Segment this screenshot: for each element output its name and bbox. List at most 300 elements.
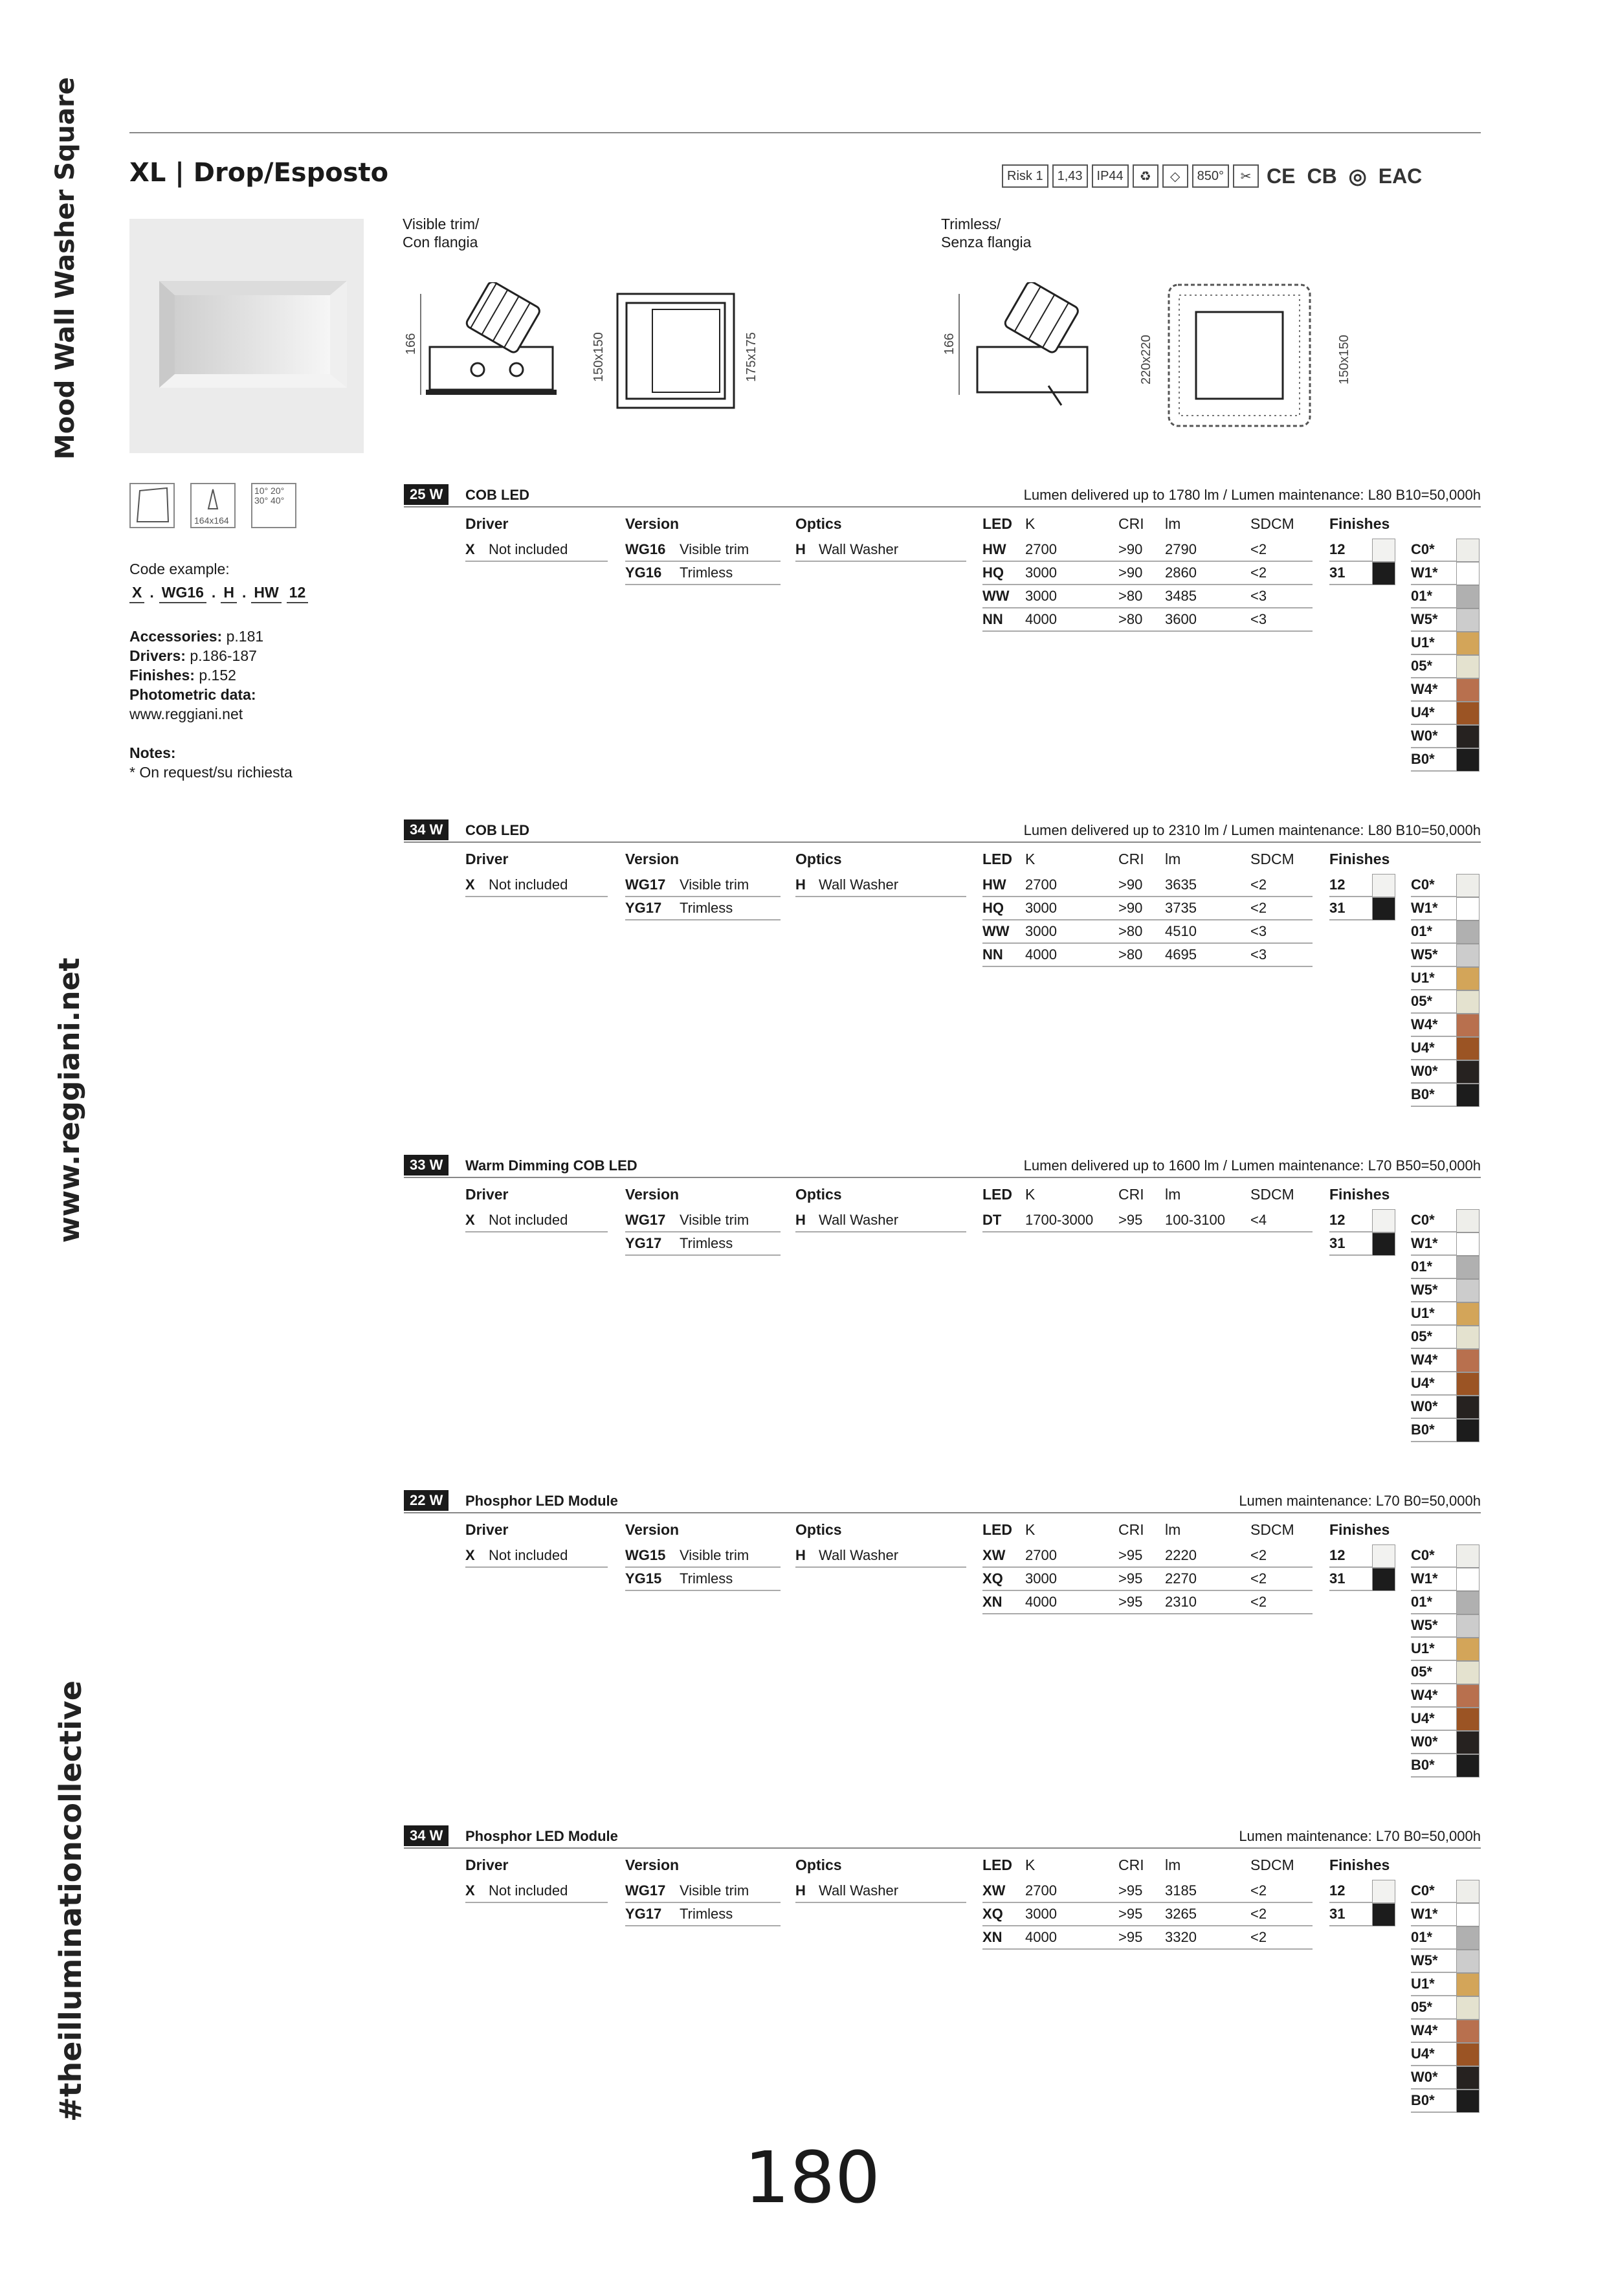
led-header-led: LED — [982, 515, 1012, 532]
finish-color-row — [1411, 585, 1479, 608]
led-header-row — [982, 1186, 1313, 1209]
finish-color-code: 01* — [1411, 1258, 1433, 1275]
finish-color-row — [1411, 1349, 1479, 1372]
led-code: NN — [982, 611, 1003, 627]
led-cri: >80 — [1118, 946, 1143, 963]
finish-color-code: B0* — [1411, 1757, 1435, 1773]
notes-label: Notes: — [129, 744, 176, 761]
product-family-label: Mood Wall Washer Square — [50, 77, 80, 460]
led-lm: 2270 — [1165, 1570, 1197, 1587]
driver-code: X — [465, 1882, 475, 1899]
finish-color-swatch — [1456, 1279, 1479, 1302]
finish-color-code: W5* — [1411, 946, 1438, 963]
led-header-k: K — [1025, 1186, 1036, 1203]
finish-color-swatch — [1456, 1614, 1479, 1638]
finish-color-row — [1411, 1684, 1479, 1708]
led-sdcm: <2 — [1250, 1594, 1267, 1610]
finish-color-code: B0* — [1411, 1086, 1435, 1102]
finish-color-row — [1411, 632, 1479, 655]
optics-column — [795, 851, 966, 897]
finish-codes-column — [1329, 1209, 1395, 1256]
led-row — [982, 944, 1313, 967]
dim-height-visible: 166 — [404, 333, 418, 355]
notes-text: * On request/su richiesta — [129, 764, 293, 781]
wall-washer-icon — [129, 483, 175, 528]
cert-badge: ◇ — [1162, 164, 1188, 188]
code-example — [129, 583, 308, 603]
wattage-badge: 34 W — [404, 819, 449, 840]
cutout-size-icon: 164x164 — [190, 483, 236, 528]
led-header-led: LED — [982, 1186, 1012, 1203]
finish-code: 12 — [1329, 876, 1346, 893]
finish-code-row — [1329, 897, 1395, 920]
version-header: Version — [625, 1521, 680, 1538]
finish-color-swatch — [1456, 702, 1479, 725]
driver-code: X — [465, 541, 475, 557]
side-view-trimless — [958, 282, 1100, 412]
front-view-trimless — [1165, 281, 1314, 430]
finish-color-swatch — [1456, 944, 1479, 967]
finish-code-row — [1329, 1209, 1395, 1232]
version-code: WG15 — [625, 1547, 666, 1563]
finish-color-code: 05* — [1411, 993, 1433, 1009]
led-header-k: K — [1025, 515, 1036, 532]
version-code: YG15 — [625, 1570, 662, 1587]
finish-swatch — [1372, 897, 1395, 920]
led-sdcm: <2 — [1250, 1570, 1267, 1587]
version-row — [625, 1544, 781, 1568]
finish-color-swatch — [1456, 1326, 1479, 1349]
cert-badge: ◎ — [1348, 164, 1367, 188]
finish-color-swatch — [1456, 920, 1479, 944]
finish-color-code: 01* — [1411, 923, 1433, 939]
led-k: 3000 — [1025, 588, 1057, 604]
led-header-lm: lm — [1165, 1521, 1181, 1538]
led-cri: >95 — [1118, 1212, 1143, 1228]
finish-color-code: W5* — [1411, 1282, 1438, 1298]
optics-header: Optics — [795, 515, 842, 532]
led-header-led: LED — [982, 1856, 1012, 1873]
led-row — [982, 874, 1313, 897]
driver-column — [465, 515, 608, 562]
finish-color-row — [1411, 1544, 1479, 1568]
finishes-header: Finishes — [1329, 1856, 1390, 1873]
finish-color-code: 05* — [1411, 658, 1433, 674]
finish-color-row — [1411, 1754, 1479, 1778]
finish-color-row — [1411, 1996, 1479, 2020]
finish-color-swatch — [1456, 1903, 1479, 1926]
driver-column — [465, 851, 608, 897]
led-header-k: K — [1025, 851, 1036, 867]
source-type: Phosphor LED Module — [465, 1828, 618, 1844]
led-header-row — [982, 851, 1313, 874]
finish-swatch — [1372, 1903, 1395, 1926]
spec-icons — [129, 483, 296, 528]
front-view-visible-trim — [615, 291, 738, 412]
driver-column — [465, 1521, 608, 1568]
finish-color-row — [1411, 1731, 1479, 1754]
led-header-k: K — [1025, 1856, 1036, 1873]
section-header — [404, 484, 1481, 507]
led-header-sdcm: SDCM — [1250, 851, 1294, 867]
finish-color-row — [1411, 1084, 1479, 1107]
finish-color-swatch — [1456, 1302, 1479, 1326]
finish-code: 31 — [1329, 564, 1346, 581]
version-column — [625, 1856, 781, 1926]
version-label: Trimless — [680, 900, 733, 916]
optics-label: Wall Washer — [819, 876, 899, 893]
version-row — [625, 539, 781, 562]
driver-label: Not included — [489, 541, 568, 557]
finish-swatch — [1372, 1232, 1395, 1256]
finish-swatch — [1372, 1209, 1395, 1232]
finish-color-row — [1411, 1209, 1479, 1232]
code-part: X — [129, 583, 144, 603]
led-k: 3000 — [1025, 564, 1057, 581]
led-header-lm: lm — [1165, 1856, 1181, 1873]
version-row — [625, 1568, 781, 1591]
left-info-panel — [129, 559, 308, 782]
version-code: YG17 — [625, 1906, 662, 1922]
finish-color-swatch — [1456, 1684, 1479, 1708]
finish-color-swatch — [1456, 1996, 1479, 2020]
finish-color-row — [1411, 2043, 1479, 2066]
finish-color-code: U4* — [1411, 704, 1435, 720]
finish-color-swatch — [1456, 1014, 1479, 1037]
finish-color-row — [1411, 920, 1479, 944]
finish-color-swatch — [1456, 1880, 1479, 1903]
finish-color-row — [1411, 1638, 1479, 1661]
led-k: 4000 — [1025, 611, 1057, 627]
lumen-info: Lumen maintenance: L70 B0=50,000h — [1239, 1828, 1481, 1844]
top-divider — [129, 132, 1481, 133]
finish-color-row — [1411, 944, 1479, 967]
led-row — [982, 608, 1313, 632]
finish-color-swatch — [1456, 748, 1479, 772]
finish-color-row — [1411, 1372, 1479, 1396]
led-lm: 3635 — [1165, 876, 1197, 893]
finish-color-code: W0* — [1411, 1733, 1438, 1750]
version-row — [625, 1880, 781, 1903]
finish-color-code: W4* — [1411, 681, 1438, 697]
led-code: XQ — [982, 1906, 1003, 1922]
finish-color-row — [1411, 1568, 1479, 1591]
finish-colors-column — [1411, 1544, 1479, 1778]
finish-color-code: W4* — [1411, 1687, 1438, 1703]
dim-trimless-outer: 220x220 — [1139, 335, 1153, 385]
finish-color-swatch — [1456, 990, 1479, 1014]
led-cri: >90 — [1118, 876, 1143, 893]
led-cri: >95 — [1118, 1906, 1143, 1922]
optics-code: H — [795, 876, 806, 893]
led-k: 3000 — [1025, 1906, 1057, 1922]
led-lm: 2310 — [1165, 1594, 1197, 1610]
led-sdcm: <2 — [1250, 1882, 1267, 1899]
version-label: Trimless — [680, 564, 733, 581]
led-table — [982, 1521, 1313, 1614]
led-k: 3000 — [1025, 900, 1057, 916]
finish-colors-column — [1411, 874, 1479, 1107]
driver-column — [465, 1856, 608, 1903]
led-sdcm: <3 — [1250, 923, 1267, 939]
led-sdcm: <4 — [1250, 1212, 1267, 1228]
version-row — [625, 897, 781, 920]
version-row — [625, 562, 781, 585]
led-code: HW — [982, 541, 1006, 557]
dim-visible-outer: 175x175 — [744, 332, 759, 382]
finish-color-row — [1411, 1396, 1479, 1419]
finish-color-code: U1* — [1411, 1976, 1435, 1992]
version-code: WG17 — [625, 876, 666, 893]
finish-color-swatch — [1456, 1661, 1479, 1684]
finish-color-row — [1411, 967, 1479, 990]
version-column — [625, 515, 781, 585]
finish-color-code: 01* — [1411, 1929, 1433, 1945]
code-separator: . — [241, 584, 247, 601]
finishes-line: Finishes: p.152 — [129, 667, 236, 684]
finish-color-swatch — [1456, 1973, 1479, 1996]
finish-code-row — [1329, 1544, 1395, 1568]
led-cri: >90 — [1118, 900, 1143, 916]
wattage-badge: 34 W — [404, 1825, 449, 1846]
driver-label: Not included — [489, 1212, 568, 1228]
code-part: WG16 — [159, 583, 206, 603]
led-lm: 2220 — [1165, 1547, 1197, 1563]
optics-code: H — [795, 1212, 806, 1228]
finish-code: 31 — [1329, 1235, 1346, 1251]
finish-color-row — [1411, 2066, 1479, 2090]
cert-badge: CB — [1307, 164, 1337, 188]
led-cri: >95 — [1118, 1929, 1143, 1945]
finish-color-code: W4* — [1411, 1352, 1438, 1368]
finish-color-swatch — [1456, 1256, 1479, 1279]
finish-code: 31 — [1329, 1570, 1346, 1587]
led-cri: >90 — [1118, 541, 1143, 557]
wattage-badge: 33 W — [404, 1155, 449, 1176]
optics-row — [795, 1880, 966, 1903]
finish-swatch — [1372, 539, 1395, 562]
photometric-link[interactable]: www.reggiani.net — [129, 706, 243, 722]
product-section — [404, 1155, 1481, 1438]
finish-color-row — [1411, 562, 1479, 585]
finish-color-swatch — [1456, 1591, 1479, 1614]
led-table — [982, 1856, 1313, 1950]
finish-color-swatch — [1456, 1926, 1479, 1950]
code-separator: . — [211, 584, 216, 601]
optics-row — [795, 539, 966, 562]
finish-color-row — [1411, 897, 1479, 920]
finish-color-code: W0* — [1411, 728, 1438, 744]
finish-color-row — [1411, 1232, 1479, 1256]
finish-color-code: 01* — [1411, 588, 1433, 604]
code-part: H — [221, 583, 237, 603]
finish-swatch — [1372, 1568, 1395, 1591]
driver-header: Driver — [465, 1856, 509, 1873]
finish-color-swatch — [1456, 632, 1479, 655]
finish-color-swatch — [1456, 655, 1479, 678]
finish-color-swatch — [1456, 1037, 1479, 1060]
photometric-line: Photometric data: — [129, 686, 256, 703]
finish-color-swatch — [1456, 1372, 1479, 1396]
finish-color-row — [1411, 1014, 1479, 1037]
finish-code: 12 — [1329, 1547, 1346, 1563]
finish-color-code: W1* — [1411, 1570, 1438, 1587]
finish-color-swatch — [1456, 2090, 1479, 2113]
finish-codes-column — [1329, 539, 1395, 585]
finish-color-row — [1411, 1880, 1479, 1903]
finish-color-swatch — [1456, 1349, 1479, 1372]
product-section — [404, 819, 1481, 1102]
optics-label: Wall Washer — [819, 541, 899, 557]
finish-color-code: B0* — [1411, 1421, 1435, 1438]
led-row — [982, 1209, 1313, 1232]
version-label: Visible trim — [680, 541, 749, 557]
driver-code: X — [465, 1212, 475, 1228]
finish-color-row — [1411, 702, 1479, 725]
version-code: WG17 — [625, 1882, 666, 1899]
finish-swatch — [1372, 562, 1395, 585]
trimless-caption: Trimless/ Senza flangia — [941, 216, 1032, 251]
driver-header: Driver — [465, 1186, 509, 1203]
finish-color-row — [1411, 1060, 1479, 1084]
finish-color-code: C0* — [1411, 1212, 1435, 1228]
finish-color-row — [1411, 1326, 1479, 1349]
led-k: 2700 — [1025, 1882, 1057, 1899]
cert-badge: CE — [1267, 164, 1296, 188]
finish-color-swatch — [1456, 2043, 1479, 2066]
section-header — [404, 1155, 1481, 1178]
finish-color-row — [1411, 608, 1479, 632]
led-sdcm: <2 — [1250, 876, 1267, 893]
finish-color-code: W0* — [1411, 1398, 1438, 1414]
cert-badge: ✂ — [1233, 164, 1259, 188]
optics-column — [795, 515, 966, 562]
finish-swatch — [1372, 1880, 1395, 1903]
optics-label: Wall Washer — [819, 1547, 899, 1563]
version-label: Trimless — [680, 1906, 733, 1922]
led-k: 2700 — [1025, 541, 1057, 557]
led-row — [982, 1903, 1313, 1926]
led-header-cri: CRI — [1118, 515, 1144, 532]
dim-visible-cutout: 150x150 — [592, 332, 606, 382]
finishes-block — [1329, 1856, 1481, 2108]
finish-color-row — [1411, 1302, 1479, 1326]
led-lm: 3485 — [1165, 588, 1197, 604]
finish-color-row — [1411, 1950, 1479, 1973]
finish-color-code: W1* — [1411, 1235, 1438, 1251]
optics-header: Optics — [795, 851, 842, 867]
product-section — [404, 1490, 1481, 1773]
led-k: 4000 — [1025, 946, 1057, 963]
led-k: 4000 — [1025, 1594, 1057, 1610]
source-type: COB LED — [465, 822, 529, 838]
cert-badge: EAC — [1378, 164, 1423, 188]
code-part: 12 — [287, 583, 309, 603]
optics-code: H — [795, 541, 806, 557]
led-row — [982, 1591, 1313, 1614]
led-code: WW — [982, 588, 1010, 604]
source-type: COB LED — [465, 487, 529, 503]
optics-code: H — [795, 1882, 806, 1899]
finish-code: 31 — [1329, 1906, 1346, 1922]
optics-code: H — [795, 1547, 806, 1563]
led-header-row — [982, 515, 1313, 539]
led-header-sdcm: SDCM — [1250, 1521, 1294, 1538]
optics-header: Optics — [795, 1186, 842, 1203]
finish-code: 12 — [1329, 1212, 1346, 1228]
dim-height-trimless: 166 — [942, 333, 957, 355]
version-label: Visible trim — [680, 1547, 749, 1563]
optics-row — [795, 874, 966, 897]
led-sdcm: <2 — [1250, 900, 1267, 916]
lumen-info: Lumen delivered up to 2310 lm / Lumen maintenance: L80 B10=50,000h — [1023, 822, 1481, 838]
finish-color-code: W5* — [1411, 1952, 1438, 1968]
finish-color-code: U1* — [1411, 1305, 1435, 1321]
finish-color-swatch — [1456, 2020, 1479, 2043]
driver-label: Not included — [489, 1882, 568, 1899]
finish-color-code: U4* — [1411, 1710, 1435, 1726]
finish-color-code: W0* — [1411, 2069, 1438, 2085]
version-row — [625, 874, 781, 897]
section-header — [404, 1490, 1481, 1513]
finishes-block — [1329, 851, 1481, 1102]
accessories-line: Accessories: p.181 — [129, 628, 264, 645]
tilt-angle-icon: 10° 20° 30° 40° — [251, 483, 296, 528]
lumen-info: Lumen delivered up to 1780 lm / Lumen maintenance: L80 B10=50,000h — [1023, 487, 1481, 503]
driver-row — [465, 874, 608, 897]
finish-colors-column — [1411, 539, 1479, 772]
optics-label: Wall Washer — [819, 1212, 899, 1228]
driver-header: Driver — [465, 515, 509, 532]
finish-color-row — [1411, 1973, 1479, 1996]
version-code: YG17 — [625, 900, 662, 916]
led-table — [982, 1186, 1313, 1232]
led-header-cri: CRI — [1118, 1521, 1144, 1538]
cert-badge: 1,43 — [1052, 164, 1088, 188]
finish-color-row — [1411, 1037, 1479, 1060]
version-code: YG16 — [625, 564, 662, 581]
version-label: Visible trim — [680, 876, 749, 893]
finish-codes-column — [1329, 1880, 1395, 1926]
finishes-header: Finishes — [1329, 851, 1390, 867]
version-code: WG17 — [625, 1212, 666, 1228]
driver-row — [465, 539, 608, 562]
led-code: WW — [982, 923, 1010, 939]
finish-color-code: C0* — [1411, 1882, 1435, 1899]
finishes-block — [1329, 515, 1481, 767]
led-cri: >95 — [1118, 1594, 1143, 1610]
driver-row — [465, 1544, 608, 1568]
cert-badge: IP44 — [1092, 164, 1129, 188]
led-code: HW — [982, 876, 1006, 893]
finish-color-code: C0* — [1411, 876, 1435, 893]
version-row — [625, 1903, 781, 1926]
finish-color-code: W5* — [1411, 611, 1438, 627]
led-row — [982, 897, 1313, 920]
code-example-label: Code example: — [129, 561, 230, 577]
finish-color-code: W4* — [1411, 2022, 1438, 2038]
led-code: HQ — [982, 900, 1004, 916]
finish-color-swatch — [1456, 967, 1479, 990]
led-k: 3000 — [1025, 923, 1057, 939]
wattage-badge: 22 W — [404, 1490, 449, 1511]
code-part: HW — [251, 583, 281, 603]
finish-color-row — [1411, 1614, 1479, 1638]
led-sdcm: <2 — [1250, 1906, 1267, 1922]
finishes-block — [1329, 1186, 1481, 1438]
finish-color-swatch — [1456, 1209, 1479, 1232]
version-label: Visible trim — [680, 1882, 749, 1899]
